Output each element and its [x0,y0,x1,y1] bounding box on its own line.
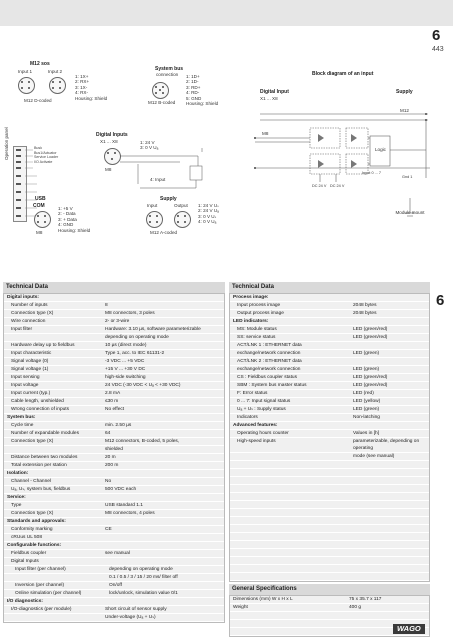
row-label: Input current (typ.) [11,391,51,396]
row-value: No [105,479,112,484]
row-value: high-side switching [105,375,146,380]
table-row [230,604,429,612]
row-label: Uₐ + Uₛ : Supply status [237,407,286,412]
row-value: LED (yellow) [353,399,381,404]
empty-row [230,485,429,493]
row-value: LED (green/red) [353,375,388,380]
block-m8: M8 [262,131,269,136]
supply-coding: M12 A-coded [150,230,178,235]
row-value: LED (green) [353,351,380,356]
table-row [230,406,429,414]
row-value: LED (green/red) [353,335,388,340]
table-row [4,438,224,446]
row-label: Number of inputs [11,303,48,308]
input1-label: Input 1 [18,69,33,74]
block-diagram-wiring [250,68,430,243]
supply-pin-2: 2: 24 V Uₐ [198,208,219,214]
row-label: 0 ... 7: Input signal status [237,399,291,404]
table-row [230,422,429,430]
connector-diagram-area [0,60,240,245]
row-label: Uₐ, Uₛ, system bus, fieldbus [11,487,71,492]
block-diagram [250,68,430,243]
row-label [4,334,105,341]
row-value: see manual [105,551,130,556]
table-row [4,446,224,454]
empty-row [230,501,429,509]
table-row [230,342,429,350]
row-label: Process image: [233,295,269,300]
panel-led-1: Busk [34,146,42,150]
supply-output-connector-icon [174,211,191,228]
row-label: Fieldbus coupler [11,551,47,556]
row-value [353,358,429,365]
input-pin-list [75,74,107,101]
empty-row [230,461,429,469]
row-value: mode (see manual) [353,454,395,459]
row-value: min. 2.50 µs [105,423,132,428]
row-label: CS : Fieldbus coupler status [237,375,297,380]
table-row [4,398,224,406]
table-row [230,390,429,398]
input2-label: Input 2 [48,69,63,74]
row-value: Non-latching [353,415,380,420]
tech-data-left [3,282,225,623]
supply-title: Supply [160,196,177,202]
empty-row [230,565,429,573]
row-label: ACT/LNK 2 : ETHERNET data [237,359,302,364]
row-label: Channel - Channel [11,479,52,484]
row-value [101,518,224,525]
table-row [4,478,224,486]
row-label: exchange/network connection [237,367,301,372]
empty-row [230,469,429,477]
usb-pin-1: 1: +5 V [58,206,73,211]
row-value [101,542,224,549]
empty-row [230,525,429,533]
usb-pin-3: 3: + Data [58,216,77,222]
row-label: High-speed inputs [237,439,276,444]
row-label: SS: service status [237,335,276,340]
table-row [4,334,224,342]
panel-led-2: Bus1/Actuator [34,150,57,155]
row-value: LED (green/red) [353,383,388,388]
empty-row [230,493,429,501]
input-coding: M12 D-coded [24,98,52,103]
empty-row [230,533,429,541]
row-label: Input voltage [11,383,39,388]
row-label: Cycle time [11,423,34,428]
row-label: Digital inputs: [7,295,39,300]
usb-pin-housing: Housing: Shield [58,227,91,233]
usb-pin-list [58,206,90,233]
table-row [4,502,224,510]
row-value: parameterizable, depending on operating [353,439,420,451]
row-label: Weight [233,605,248,610]
row-value: USB standard 1.1 [105,503,143,508]
row-label: Total extension per station [11,463,67,468]
table-row [4,382,224,390]
row-label: Cable length, unshielded [11,399,64,404]
row-value: M12 connectors, B-coded, 5 poles, [105,439,180,444]
row-label: Online simulation (per channel) [15,591,82,596]
row-label: LED indicators: [233,319,269,324]
table-row [4,494,224,502]
operation-panel-label: Operation panel [4,127,9,160]
table-row [4,526,224,534]
empty-row [230,612,429,620]
tech-right-table [229,293,430,582]
row-value [353,342,429,349]
row-label [230,453,353,460]
row-label: Input characteristic [11,351,52,356]
row-value: 400 g [349,605,362,610]
table-row [230,350,429,358]
table-row [4,534,224,542]
table-row [230,318,429,326]
sysbus-pin-housing: Housing: Shield [186,101,219,107]
input-pin-1: 1: 1X+ [75,74,89,79]
table-row [4,582,224,590]
row-value: depending on operating mode [105,335,169,340]
row-label: F: Error status [237,391,268,396]
row-value: Short circuit of sensor supply [105,607,167,612]
sysbus-pin-1: 1: 1D+ [186,74,200,79]
row-label: MS: Module status [237,327,277,332]
row-label: Inversion (per channel) [15,583,65,588]
tech-data-right [229,282,430,582]
row-value: LED (green) [353,367,380,372]
row-label: ACT/LNK 1 : ETHERNET data [237,343,302,348]
row-label: Hardware delay up to fieldbus [11,343,75,348]
table-row [4,430,224,438]
row-value: 24 VDC (-30 VDC < Uₐ < +30 VDC) [105,383,181,388]
sysbus-connector-icon [152,82,169,99]
digital-inputs-title: Digital Inputs [96,132,128,138]
row-value: 0.1 / 0.5 / 3 / 15 / 20 ms/ filter off [109,575,178,580]
row-value: 8 [105,303,108,308]
input-pin-4: 4: RX- [75,90,89,96]
row-label: Signal voltage (1) [11,367,49,372]
row-label: Distance between two modules [11,455,78,460]
table-row [4,462,224,470]
table-row [4,358,224,366]
table-row [4,422,224,430]
row-value [101,494,224,501]
table-row [4,350,224,358]
empty-row [230,517,429,525]
tech-right-title: Technical Data [229,282,430,293]
digital-input-connector-icon [104,148,121,165]
input2-connector-icon [49,77,66,94]
side-section-number: 6 [436,292,445,309]
supply-pin-3: 3: 0 V Uₛ [198,213,217,219]
row-value: 2- or 3-wire [105,319,130,324]
row-value [101,470,224,477]
table-row [4,558,224,566]
row-label: I/O diagnostics: [7,599,43,604]
row-value: On/off [109,583,122,588]
table-row [4,574,224,582]
sysbus-pin-list [186,74,218,106]
digital-input-wiring [120,144,220,196]
row-value: Type 1, acc. to IEC 61131-2 [105,351,165,356]
table-row [4,302,224,310]
row-value [105,534,224,541]
tech-left-table [3,293,225,623]
digital-inputs-m8: M8 [105,167,112,172]
row-value: ≤30 m [105,399,119,404]
row-label: Indicators [237,415,258,420]
input-pin-housing: Housing: Shield [75,95,108,101]
usb-pin-2: 2: - Data [58,211,76,217]
row-label: Service: [7,495,26,500]
row-value: shielded [105,447,123,452]
sysbus-sub: connection [156,72,179,77]
row-value: 200 m [105,463,119,468]
empty-row [230,477,429,485]
row-label [4,614,105,621]
row-value [349,422,429,429]
table-row [4,598,224,606]
row-label: I/O-diagnostics (per module) [11,607,72,612]
block-digital-input-range: X1 ... X8 [260,96,278,101]
ethernet-title: M12 sos [30,61,50,67]
block-dc-label-1: DC 24 V [312,184,327,188]
block-m12: M12 [400,108,409,113]
row-value: LED (green/red) [353,327,388,332]
table-row [4,366,224,374]
sysbus-coding: M12 B-coded [148,100,176,105]
table-row [230,438,429,453]
table-row [4,414,224,422]
row-value: 2048 bytes [353,311,377,316]
section-number: 6 [432,27,441,44]
table-row [230,326,429,334]
row-label: Input filter (per channel) [15,567,66,572]
row-label [4,574,109,581]
row-label: Wrong connection of inputs [11,407,70,412]
supply-pin-1: 1: 24 V Uₛ [198,203,219,208]
row-value: lock/unlock, simulation value 0/1 [109,591,178,596]
general-specs-title: General Specifications [229,584,430,595]
row-value: 20 m [105,455,116,460]
table-row [4,590,224,598]
row-label: Input process image [237,303,281,308]
row-value: Values in [h] [353,431,380,436]
supply-input-connector-icon [146,211,163,228]
supply-output-label: Output [174,203,188,208]
row-value: Hardware: 3.10 µs, software parameterizable [105,327,201,332]
table-row [230,430,429,438]
table-row [4,566,224,574]
table-row [4,318,224,326]
supply-pin-list [198,203,219,225]
table-row [230,398,429,406]
row-value [101,294,224,301]
row-label: Connection type (X) [11,311,54,316]
table-row [4,470,224,478]
row-value [349,318,429,325]
digital-input-pin-3: 3: 0 V Uₐ [140,145,159,151]
digital-inputs-input: 4: Input [150,177,166,182]
row-label: System bus: [7,415,36,420]
table-row [4,542,224,550]
row-value: CE [105,527,112,532]
row-value: M8 connectors, 3 poles [105,311,155,316]
table-row [4,406,224,414]
row-label: cRUus UL 508 [11,535,43,540]
row-value: 500 VDC each [105,487,137,492]
tech-left-title: Technical Data [3,282,225,293]
block-dc-label-2: DC 24 V [330,184,345,188]
row-label: Input sensing [11,375,40,380]
table-row [4,326,224,334]
block-input-label: Input 0 ... 7 [362,171,381,175]
row-label: Operating hours counter [237,431,289,436]
input-pin-3: 3: 1X- [75,84,88,90]
supply-pin-4: 4: 0 V Uₐ [198,219,217,225]
sysbus-pin-5: 5: GND [186,95,202,101]
row-value: depending on operating mode [109,567,173,572]
empty-row [230,549,429,557]
row-label: SBM : System bus master status [237,383,307,388]
usb-title: USB [35,196,46,202]
panel-led-lines [13,146,63,222]
row-value [105,558,224,565]
row-label: Advanced features: [233,423,278,428]
table-row [4,454,224,462]
table-row [4,550,224,558]
input1-connector-icon [18,77,35,94]
table-row [4,294,224,302]
row-value: 10 µs (direct mode) [105,343,147,348]
row-label: Type [11,503,22,508]
table-row [4,374,224,382]
table-row [4,510,224,518]
sysbus-pin-4: 4: RD- [186,90,200,96]
table-row [4,310,224,318]
row-label: Connection type (X) [11,511,54,516]
digital-input-pin-1: 1: 24 V [140,140,155,145]
table-row [4,518,224,526]
row-label: Output process image [237,311,284,316]
top-band [0,0,453,26]
row-label: Standards and approvals: [7,519,66,524]
row-label: Connection type (X) [11,439,54,444]
table-row [4,390,224,398]
row-label: exchange/network connection [237,351,301,356]
row-value: 64 [105,431,111,436]
block-logic: Logic [375,147,386,152]
row-value: LED (green) [353,407,380,412]
row-value [101,598,224,605]
input-pin-2: 2: RX+ [75,79,90,85]
block-digital-input: Digital Input [260,89,289,95]
table-row [230,414,429,422]
table-row [230,310,429,318]
row-value: No effect [105,407,125,412]
usb-m8: M8 [36,230,43,235]
table-row [230,382,429,390]
supply-input-label: Input [147,203,158,208]
empty-row [230,541,429,549]
table-row [230,302,429,310]
row-label: Conformity marking [11,527,53,532]
usb-sub: COM [33,203,45,209]
block-ground-label: Gnd 1 [402,175,413,179]
row-label: Input filter [11,327,33,332]
sysbus-pin-2: 2: 1D- [186,79,199,85]
table-row [4,606,224,614]
row-value: Under-voltage (Uₐ + Uₛ) [105,615,156,620]
row-label: Dimensions (mm) W x H x L [233,597,293,602]
row-label: Isolation: [7,471,29,476]
table-row [230,358,429,366]
panel-led-3: Service Loader [34,155,59,160]
row-label: Configurable functions: [7,543,62,548]
table-row [4,486,224,494]
row-value: +15 V ... +30 V DC [105,367,146,372]
row-value: 2048 bytes [353,303,377,308]
block-diagram-title: Block diagram of an input [312,71,374,77]
table-row [230,453,429,461]
page-number: 443 [432,46,444,53]
row-value: 75 x 35.7 x 117 [349,597,382,602]
row-label: Wire connection [11,319,46,324]
row-label: Digital Inputs [11,559,39,564]
table-row [230,334,429,342]
row-label [4,446,105,453]
empty-row [230,557,429,565]
usb-connector-icon [34,211,51,228]
table-row [230,366,429,374]
empty-row [230,573,429,581]
wago-logo: WAGO [393,624,425,634]
row-value: LED (red) [353,391,374,396]
usb-pin-4: 4: GND [58,222,74,228]
block-supply: Supply [396,89,413,95]
row-label: Signal voltage (0) [11,359,49,364]
panel-led-4: I/O Activate [34,159,53,164]
table-row [230,374,429,382]
block-module-mount: Module mount [395,210,425,215]
row-value [101,414,224,421]
table-row [230,294,429,302]
row-value: 2.8 mA [105,391,121,396]
sysbus-pin-3: 3: RD+ [186,84,201,90]
empty-row [230,509,429,517]
row-value [349,294,429,301]
digital-inputs-range: X1 ... X8 [100,139,118,144]
table-row [4,342,224,350]
row-label: Number of expandable modules [11,431,79,436]
row-value: M8 connectors, 4 poles [105,511,155,516]
table-row [4,614,224,622]
table-row [230,596,429,604]
row-value: -3 VDC ... +5 VDC [105,359,145,364]
sysbus-title: System bus [155,66,184,72]
